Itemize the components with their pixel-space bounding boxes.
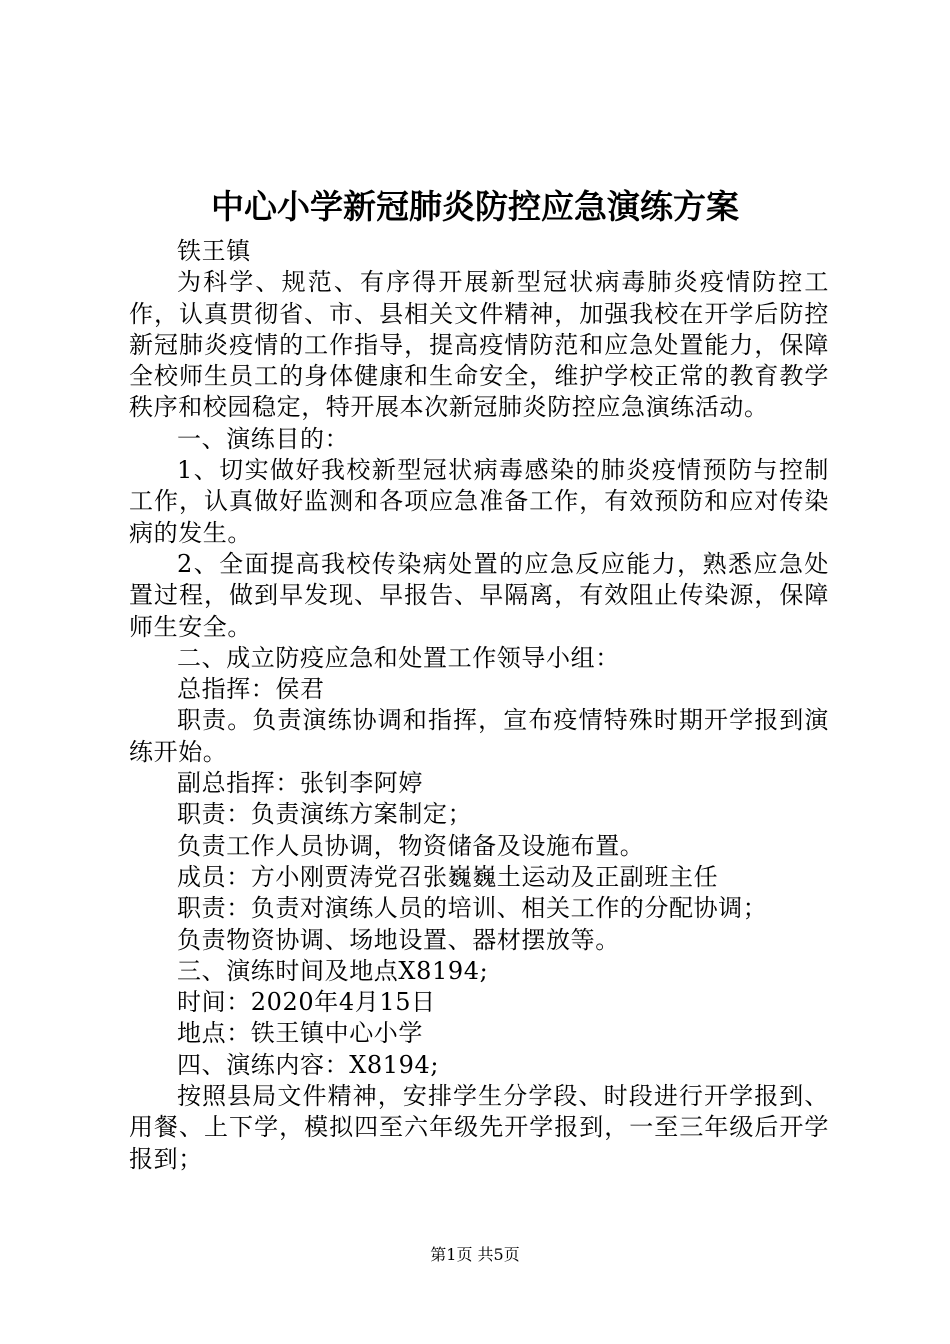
paragraph-commander-duty: 职责。负责演练协调和指挥，宣布疫情特殊时期开学报到演练开始。	[129, 706, 829, 766]
paragraph-place: 地点：铁王镇中心小学	[177, 1019, 423, 1048]
paragraph-intro: 为科学、规范、有序得开展新型冠状病毒肺炎疫情防控工作，认真贯彻省、市、县相关文件精神，加强我校在开学后防控新冠肺炎疫情的工作指导，提高疫情防范和应急处置能力，保障全校师生员工的身体健康和生命安全，维护学校正常的教育教学秩序和校园稳定，特开展本次新冠肺炎防控应急演练活动。	[129, 268, 829, 422]
paragraph-deputy-commander: 副总指挥：张钊李阿婷	[177, 769, 423, 798]
section-heading-content: 四、演练内容：X8194;	[177, 1050, 440, 1079]
paragraph-commander: 总指挥：侯君	[177, 675, 325, 704]
paragraph-members-duty-2: 负责物资协调、场地设置、器材摆放等。	[177, 925, 620, 954]
paragraph-purpose-2: 2、全面提高我校传染病处置的应急反应能力，熟悉应急处置过程，做到早发现、早报告、早隔离，有效阻止传染源，保障师生安全。	[129, 549, 829, 641]
paragraph-town: 铁王镇	[177, 237, 251, 265]
section-heading-time-place: 三、演练时间及地点X8194;	[177, 956, 489, 985]
section-heading-leadership: 二、成立防疫应急和处置工作领导小组：	[177, 643, 620, 672]
paragraph-deputy-duty: 职责：负责演练方案制定；	[177, 800, 473, 829]
document-title: 中心小学新冠肺炎防控应急演练方案	[211, 187, 739, 226]
paragraph-content: 按照县局文件精神，安排学生分学段、时段进行开学报到、用餐、上下学，模拟四至六年级先开学报到，一至三年级后开学报到；	[129, 1082, 829, 1173]
document-body	[129, 236, 829, 1175]
section-heading-purpose: 一、演练目的：	[177, 424, 350, 453]
paragraph-members: 成员：方小刚贾涛党召张巍巍土运动及正副班主任	[177, 862, 719, 891]
paragraph-deputy-duty-2: 负责工作人员协调，物资储备及设施布置。	[177, 831, 645, 860]
paragraph-time: 时间：2020年4月15日	[177, 988, 436, 1017]
page-number-footer: 第1页 共5页	[430, 1245, 520, 1264]
paragraph-purpose-1: 1、切实做好我校新型冠状病毒感染的肺炎疫情预防与控制工作，认真做好监测和各项应急准备工作，有效预防和应对传染病的发生。	[129, 456, 829, 547]
paragraph-members-duty: 职责：负责对演练人员的培训、相关工作的分配协调；	[177, 894, 768, 923]
